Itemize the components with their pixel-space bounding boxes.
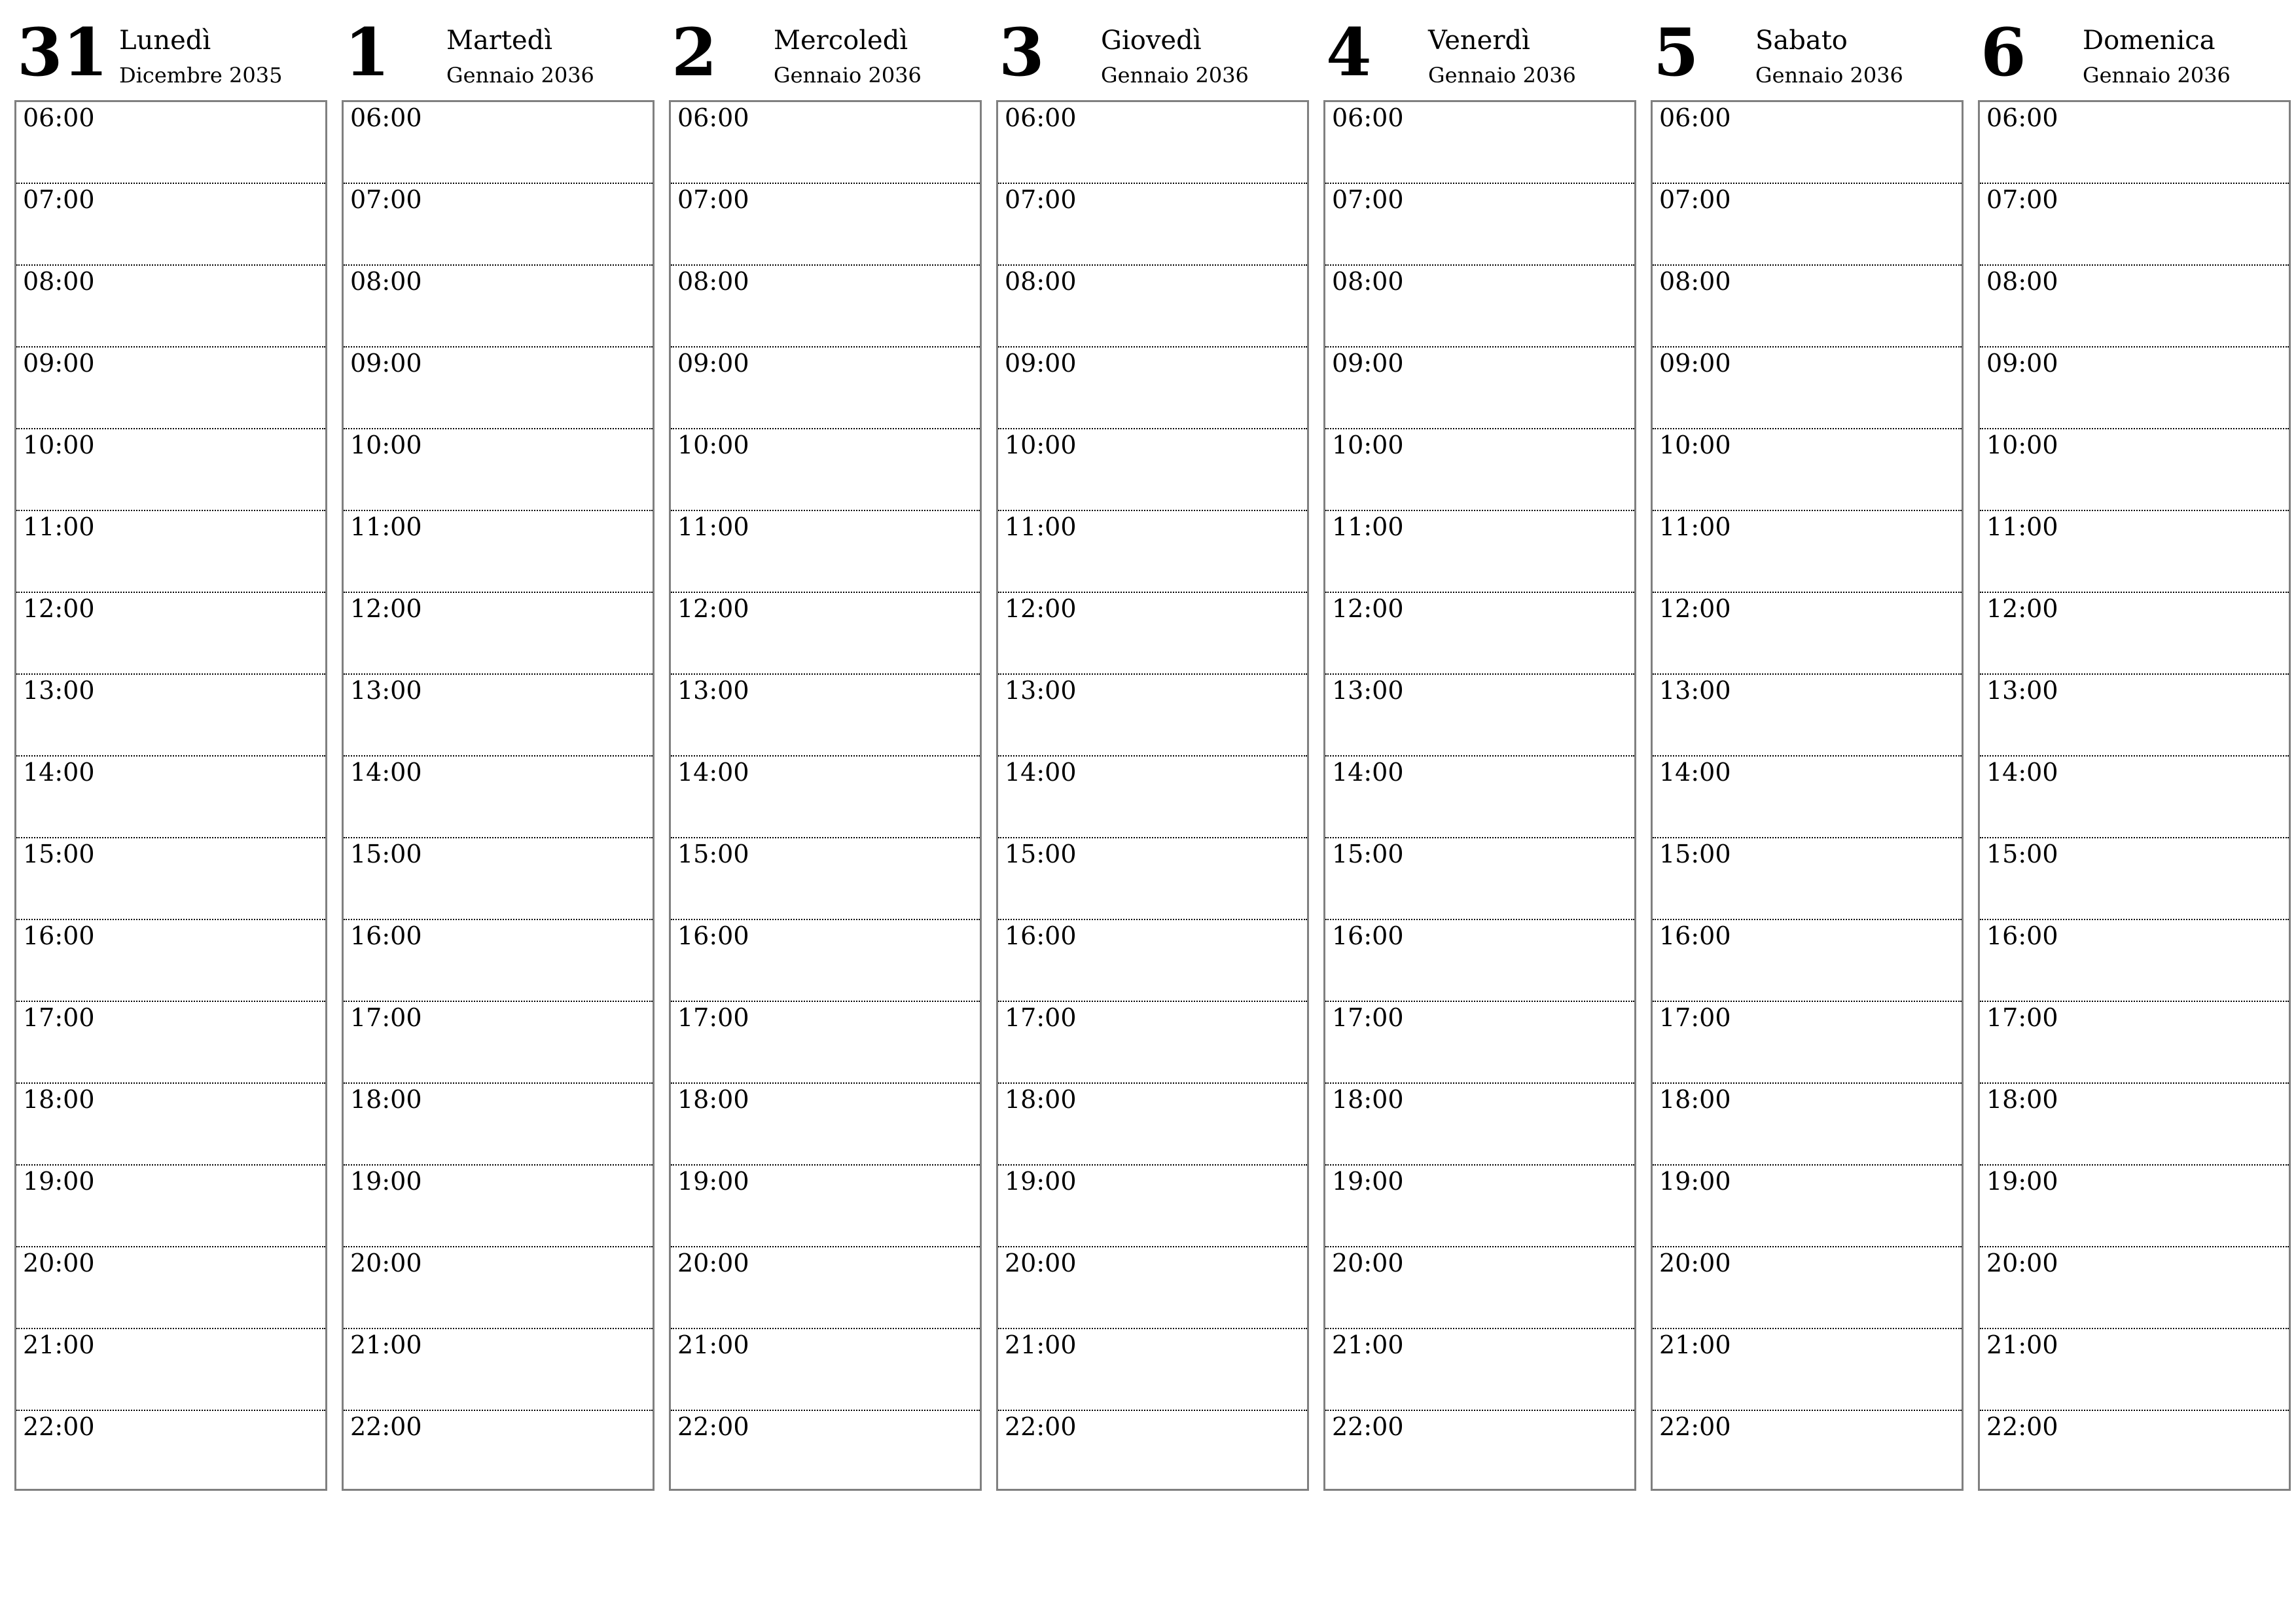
hour-slot: 21:00 <box>1325 1329 1634 1411</box>
hour-slot: 17:00 <box>1653 1002 1962 1084</box>
hour-slot: 11:00 <box>1325 511 1634 593</box>
hour-slot: 21:00 <box>344 1329 653 1411</box>
day-name: Domenica <box>2083 26 2215 56</box>
hour-slot: 20:00 <box>1980 1247 2289 1329</box>
day-header <box>342 14 655 100</box>
hour-slot: 12:00 <box>1980 593 2289 675</box>
hour-slot: 22:00 <box>677 1412 749 1441</box>
hour-slot: 11:00 <box>16 511 325 593</box>
hour-slot: 08:00 <box>1980 266 2289 348</box>
hour-slots <box>1323 100 1636 1491</box>
hour-slot: 21:00 <box>671 1329 980 1411</box>
hour-slot: 14:00 <box>16 757 325 838</box>
day-month-year: Gennaio 2036 <box>2083 63 2231 88</box>
hour-slot: 15:00 <box>1325 838 1634 920</box>
hour-slots <box>669 100 982 1491</box>
day-header <box>996 14 1309 100</box>
day-number: 6 <box>1981 14 2026 91</box>
hour-slot: 19:00 <box>1980 1166 2289 1247</box>
hour-slot: 09:00 <box>1980 348 2289 429</box>
hour-slot: 13:00 <box>1325 675 1634 757</box>
hour-slot: 18:00 <box>1325 1084 1634 1166</box>
hour-slot: 21:00 <box>1653 1329 1962 1411</box>
day-column-3 <box>996 14 1309 1491</box>
hour-slot: 07:00 <box>344 184 653 266</box>
hour-slot: 07:00 <box>1980 184 2289 266</box>
hour-slot: 21:00 <box>1980 1329 2289 1411</box>
hour-slot: 14:00 <box>1980 757 2289 838</box>
hour-slot: 09:00 <box>344 348 653 429</box>
hour-slot: 19:00 <box>998 1166 1307 1247</box>
hour-slot: 22:00 <box>1659 1412 1731 1441</box>
hour-slot: 11:00 <box>998 511 1307 593</box>
hour-slot: 14:00 <box>671 757 980 838</box>
hour-slot: 20:00 <box>1325 1247 1634 1329</box>
hour-slot: 16:00 <box>344 920 653 1002</box>
hour-slot: 13:00 <box>1653 675 1962 757</box>
hour-slot: 10:00 <box>16 429 325 511</box>
hour-slot: 16:00 <box>998 920 1307 1002</box>
day-header <box>1978 14 2291 100</box>
hour-slot: 16:00 <box>16 920 325 1002</box>
hour-slot: 19:00 <box>1653 1166 1962 1247</box>
day-column-0 <box>14 14 327 1491</box>
hour-slot: 16:00 <box>1653 920 1962 1002</box>
hour-slot: 19:00 <box>16 1166 325 1247</box>
hour-slot: 08:00 <box>344 266 653 348</box>
day-column-2 <box>669 14 982 1491</box>
hour-slot: 17:00 <box>671 1002 980 1084</box>
day-header <box>1323 14 1636 100</box>
hour-slot: 15:00 <box>16 838 325 920</box>
hour-slot: 17:00 <box>998 1002 1307 1084</box>
day-column-6 <box>1978 14 2291 1491</box>
hour-slot: 11:00 <box>671 511 980 593</box>
day-month-year: Gennaio 2036 <box>1101 63 1249 88</box>
hour-slot: 07:00 <box>1653 184 1962 266</box>
hour-slot: 06:00 <box>1653 102 1962 184</box>
hour-slot: 17:00 <box>16 1002 325 1084</box>
hour-slots <box>996 100 1309 1491</box>
hour-slot: 08:00 <box>16 266 325 348</box>
hour-slot: 20:00 <box>671 1247 980 1329</box>
hour-slot: 07:00 <box>1325 184 1634 266</box>
hour-slot: 18:00 <box>671 1084 980 1166</box>
day-header <box>14 14 327 100</box>
hour-slot: 12:00 <box>998 593 1307 675</box>
hour-slot: 08:00 <box>1325 266 1634 348</box>
hour-slot: 15:00 <box>998 838 1307 920</box>
hour-slot: 09:00 <box>1653 348 1962 429</box>
hour-slots <box>342 100 655 1491</box>
hour-slot: 10:00 <box>344 429 653 511</box>
hour-slot: 08:00 <box>998 266 1307 348</box>
hour-slot: 18:00 <box>1653 1084 1962 1166</box>
hour-slot: 11:00 <box>1653 511 1962 593</box>
day-month-year: Dicembre 2035 <box>119 63 283 88</box>
hour-slot: 11:00 <box>1980 511 2289 593</box>
hour-slot: 07:00 <box>671 184 980 266</box>
day-name: Sabato <box>1755 26 1848 56</box>
hour-slot: 15:00 <box>671 838 980 920</box>
hour-slot: 15:00 <box>1980 838 2289 920</box>
hour-slot: 14:00 <box>1653 757 1962 838</box>
hour-slot: 08:00 <box>671 266 980 348</box>
hour-slot: 22:00 <box>1332 1412 1404 1441</box>
hour-slot: 15:00 <box>1653 838 1962 920</box>
hour-slot: 16:00 <box>1980 920 2289 1002</box>
hour-slot: 22:00 <box>1986 1412 2058 1441</box>
day-name: Martedì <box>446 26 553 56</box>
hour-slot: 10:00 <box>1980 429 2289 511</box>
hour-slot: 16:00 <box>1325 920 1634 1002</box>
hour-slot: 10:00 <box>1653 429 1962 511</box>
hour-slot: 09:00 <box>16 348 325 429</box>
hour-slots <box>14 100 327 1491</box>
hour-slot: 14:00 <box>344 757 653 838</box>
hour-slot: 08:00 <box>1653 266 1962 348</box>
day-number: 31 <box>17 14 109 91</box>
day-month-year: Gennaio 2036 <box>1755 63 1903 88</box>
hour-slot: 19:00 <box>671 1166 980 1247</box>
day-number: 1 <box>344 14 390 91</box>
hour-slot: 06:00 <box>671 102 980 184</box>
hour-slot: 11:00 <box>344 511 653 593</box>
hour-slots <box>1651 100 1964 1491</box>
hour-slot: 16:00 <box>671 920 980 1002</box>
hour-slot: 22:00 <box>23 1412 95 1441</box>
hour-slot: 12:00 <box>1325 593 1634 675</box>
day-month-year: Gennaio 2036 <box>1428 63 1576 88</box>
hour-slot: 12:00 <box>344 593 653 675</box>
hour-slot: 09:00 <box>671 348 980 429</box>
day-header <box>669 14 982 100</box>
hour-slot: 20:00 <box>344 1247 653 1329</box>
hour-slot: 21:00 <box>998 1329 1307 1411</box>
hour-slot: 06:00 <box>344 102 653 184</box>
hour-slot: 13:00 <box>344 675 653 757</box>
hour-slot: 13:00 <box>16 675 325 757</box>
day-month-year: Gennaio 2036 <box>774 63 922 88</box>
hour-slot: 13:00 <box>671 675 980 757</box>
hour-slot: 12:00 <box>16 593 325 675</box>
day-name: Lunedì <box>119 26 211 56</box>
hour-slot: 21:00 <box>16 1329 325 1411</box>
hour-slot: 18:00 <box>16 1084 325 1166</box>
hour-slot: 15:00 <box>344 838 653 920</box>
hour-slot: 06:00 <box>16 102 325 184</box>
hour-slot: 10:00 <box>671 429 980 511</box>
hour-slot: 10:00 <box>1325 429 1634 511</box>
hour-slot: 18:00 <box>344 1084 653 1166</box>
day-number: 2 <box>672 14 717 91</box>
day-header <box>1651 14 1964 100</box>
hour-slot: 14:00 <box>1325 757 1634 838</box>
day-number: 3 <box>999 14 1045 91</box>
hour-slot: 19:00 <box>344 1166 653 1247</box>
day-name: Venerdì <box>1428 26 1530 56</box>
day-number: 4 <box>1326 14 1372 91</box>
day-number: 5 <box>1653 14 1699 91</box>
hour-slot: 22:00 <box>350 1412 422 1441</box>
weekly-planner <box>14 14 2291 1491</box>
hour-slot: 18:00 <box>998 1084 1307 1166</box>
hour-slot: 18:00 <box>1980 1084 2289 1166</box>
hour-slot: 19:00 <box>1325 1166 1634 1247</box>
hour-slot: 07:00 <box>998 184 1307 266</box>
day-column-1 <box>342 14 655 1491</box>
hour-slot: 09:00 <box>1325 348 1634 429</box>
day-month-year: Gennaio 2036 <box>446 63 594 88</box>
hour-slot: 20:00 <box>1653 1247 1962 1329</box>
hour-slot: 17:00 <box>1980 1002 2289 1084</box>
day-name: Mercoledì <box>774 26 908 56</box>
hour-slot: 12:00 <box>671 593 980 675</box>
hour-slots <box>1978 100 2291 1491</box>
hour-slot: 09:00 <box>998 348 1307 429</box>
hour-slot: 17:00 <box>1325 1002 1634 1084</box>
hour-slot: 17:00 <box>344 1002 653 1084</box>
hour-slot: 20:00 <box>998 1247 1307 1329</box>
hour-slot: 14:00 <box>998 757 1307 838</box>
day-name: Giovedì <box>1101 26 1202 56</box>
hour-slot: 13:00 <box>998 675 1307 757</box>
hour-slot: 13:00 <box>1980 675 2289 757</box>
hour-slot: 10:00 <box>998 429 1307 511</box>
hour-slot: 12:00 <box>1653 593 1962 675</box>
hour-slot: 07:00 <box>16 184 325 266</box>
day-column-4 <box>1323 14 1636 1491</box>
hour-slot: 06:00 <box>1980 102 2289 184</box>
hour-slot: 22:00 <box>1005 1412 1077 1441</box>
hour-slot: 06:00 <box>1325 102 1634 184</box>
hour-slot: 20:00 <box>16 1247 325 1329</box>
day-column-5 <box>1651 14 1964 1491</box>
hour-slot: 06:00 <box>998 102 1307 184</box>
